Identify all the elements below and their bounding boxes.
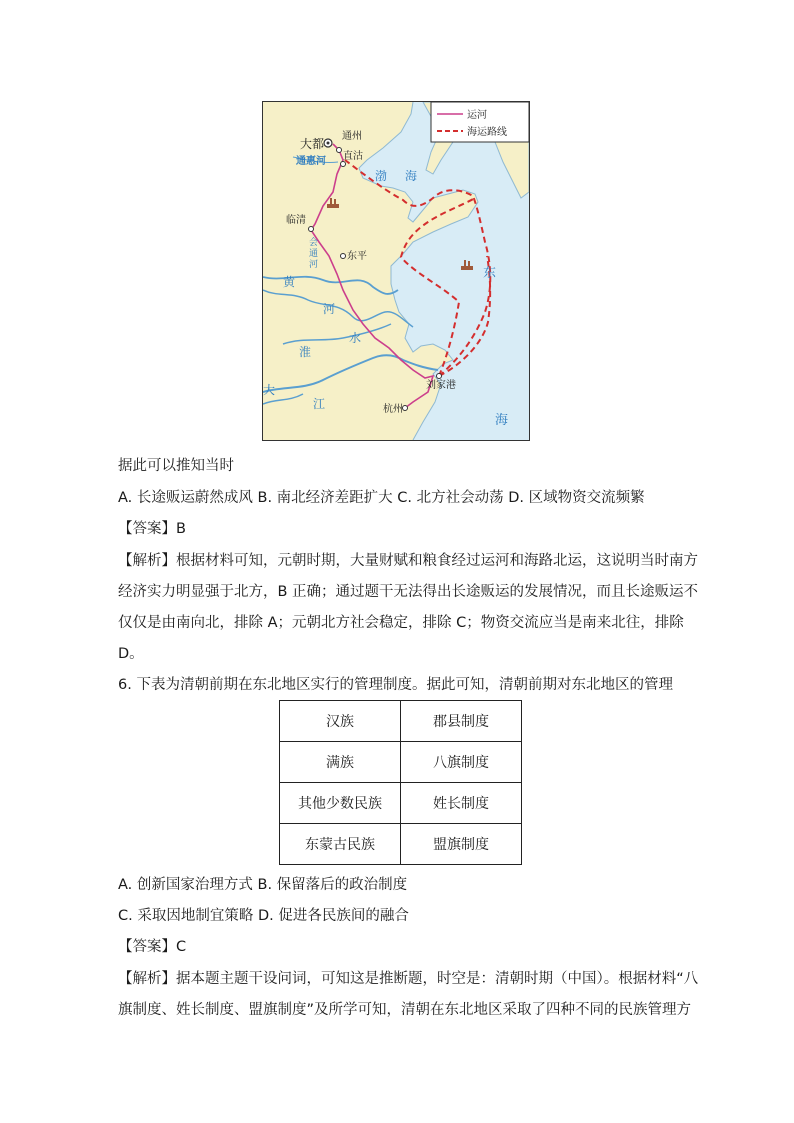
q5-analysis-line: 经济实力明显强于北方，B 正确；通过题干无法得出长途贩运的发展情况，而且长途贩运不 [118,584,699,600]
label-tonghui: 通惠河 [296,156,326,167]
tongzhou-marker [337,148,342,153]
zhigu-marker [341,162,346,167]
label-he: 河 [323,302,336,316]
label-shui: 水 [349,331,362,345]
hangzhou-marker [403,406,408,411]
label-bohai-2: 海 [405,169,418,183]
liujiagang-marker [437,374,442,379]
q5-options: A. 长途贩运蔚然成风 B. 南北经济差距扩大 C. 北方社会动荡 D. 区域物资交流频繁 [118,490,645,506]
map-legend [431,102,529,142]
label-hai: 海 [495,413,509,428]
table-cell: 满族 [280,742,401,783]
q6-answer: 【答案】C [118,939,187,955]
dongping-marker [341,254,346,259]
q6-analysis-line: 旗制度、姓长制度、盟旗制度”及所学可知，清朝在东北地区采取了四种不同的民族管理方 [118,1002,692,1018]
label-dongping: 东平 [347,251,367,262]
label-linqing: 临清 [286,215,306,226]
table-cell: 东蒙古民族 [280,824,401,865]
table-cell: 郡县制度 [401,701,522,742]
label-da: 大 [263,383,276,397]
q5-answer: 【答案】B [118,521,186,537]
table-row [280,824,522,865]
label-tongzhou: 通州 [342,131,362,142]
label-huitong-vertical [309,236,318,270]
label-dong: 东 [483,266,497,281]
q5-analysis [118,546,699,670]
label-liujiagang: 刘家港 [426,380,456,391]
table-cell: 其他少数民族 [280,783,401,824]
management-system-table [279,700,522,865]
q5-analysis-line: 【解析】根据材料可知，元朝时期，大量财赋和粮食经过运河和海路北运，这说明当时南方 [118,553,698,569]
q6-stem: 6. 下表为清朝前期在东北地区实行的管理制度。据此可知，清朝前期对东北地区的管理 [118,677,673,693]
table-row [280,701,522,742]
q6-analysis [118,964,699,1026]
legend-canal-label: 运河 [467,110,487,121]
label-huang: 黄 [283,275,296,289]
svg-text:河: 河 [309,260,319,270]
q6-analysis-line: 【解析】据本题主题干设问词，可知这是推断题，时空是：清朝时期（中国）。根据材料“八 [118,971,699,987]
q6-options-2: C. 采取因地制宜策略 D. 促进各民族间的融合 [118,908,409,924]
label-bohai-1: 渤 [375,169,388,183]
q5-analysis-line: 仅仅是由南向北，排除 A；元朝北方社会稳定，排除 C；物资交流应当是南来北往，排除 [118,615,684,631]
canal-sea-route-map [262,101,530,441]
q5-analysis-line: D。 [118,646,144,662]
q5-stem-tail: 据此可以推知当时 [118,458,234,474]
linqing-marker [309,227,314,232]
table-row [280,742,522,783]
table-cell: 姓长制度 [401,783,522,824]
label-dadu: 大都 [300,137,325,151]
label-hangzhou: 杭州 [383,404,403,415]
q6-options-1: A. 创新国家治理方式 B. 保留落后的政治制度 [118,877,408,893]
label-huai: 淮 [299,345,312,359]
svg-text:会: 会 [309,238,319,248]
svg-text:通: 通 [309,249,319,259]
table-row [280,783,522,824]
label-zhigu: 直沽 [343,151,363,162]
table-cell: 盟旗制度 [401,824,522,865]
label-jiang: 江 [313,397,326,411]
table-cell: 汉族 [280,701,401,742]
table-cell: 八旗制度 [401,742,522,783]
legend-sea-route-label: 海运路线 [467,127,507,138]
